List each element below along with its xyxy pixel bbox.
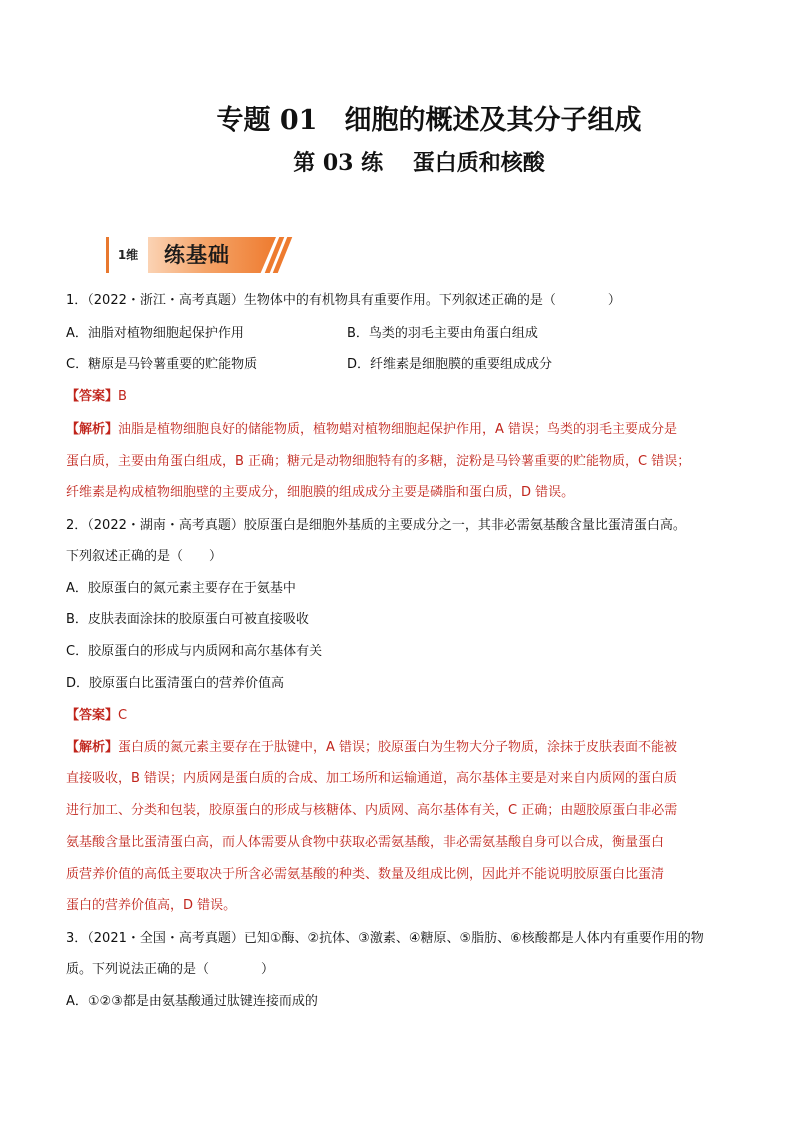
analysis-text: 进行加工、分类和包装，胶原蛋白的形成与核糖体、内质网、高尔基体有关，C 正确；由题胶原蛋白非必需 (66, 803, 678, 818)
analysis-tag: 【解析】 (66, 740, 119, 755)
section-badge: 1维 (106, 237, 147, 273)
analysis-text: 直接吸收，B 错误；内质网是蛋白质的合成、加工场所和运输通道，高尔基体主要是对来自内质网的蛋白质 (66, 771, 678, 786)
analysis-tag: 【解析】 (66, 422, 119, 437)
analysis-text: 纤维素是构成植物细胞壁的主要成分，细胞膜的组成成分主要是磷脂和蛋白质，D 错误。 (66, 485, 575, 500)
option: A．油脂对植物细胞起保护作用 (66, 326, 244, 341)
option: D．胶原蛋白比蛋清蛋白的营养价值高 (66, 676, 285, 691)
option: B．鸟类的羽毛主要由角蛋白组成 (347, 326, 538, 341)
option: A．胶原蛋白的氮元素主要存在于氨基中 (66, 581, 296, 596)
section-banner (106, 234, 296, 276)
analysis-line (66, 420, 677, 440)
question-stem: 下列叙述正确的是（ ） (66, 549, 223, 564)
answer-line (66, 706, 127, 726)
question-stem: 1．（2022・浙江・高考真题）生物体中的有机物具有重要作用。下列叙述正确的是（ ） (66, 293, 621, 308)
page-subtitle: 第 03 练 蛋白质和核酸 (293, 150, 545, 176)
answer-tag: 【答案】 (66, 389, 119, 404)
question-stem: 质。下列说法正确的是（ ） (66, 962, 275, 977)
analysis-line (66, 738, 677, 758)
analysis-text: 质营养价值的高低主要取决于所含必需氨基酸的种类、数量及组成比例，因此并不能说明胶原蛋白比蛋清 (66, 867, 665, 882)
option: C．糖原是马铃薯重要的贮能物质 (66, 357, 258, 372)
option: C．胶原蛋白的形成与内质网和高尔基体有关 (66, 644, 323, 659)
answer-value: B (118, 389, 127, 404)
option: B．皮肤表面涂抹的胶原蛋白可被直接吸收 (66, 612, 309, 627)
answer-value: C (118, 708, 128, 723)
analysis-text: 蛋白质的氮元素主要存在于肽键中，A 错误；胶原蛋白为生物大分子物质，涂抹于皮肤表面不能被 (118, 740, 678, 755)
answer-tag: 【答案】 (66, 708, 119, 723)
question-stem: 2．（2022・湖南・高考真题）胶原蛋白是细胞外基质的主要成分之一，其非必需氨基酸含量比蛋清蛋白高。 (66, 518, 686, 533)
analysis-text: 氨基酸含量比蛋清蛋白高，而人体需要从食物中获取必需氨基酸，非必需氨基酸自身可以合成，衡量蛋白 (66, 835, 665, 850)
option: A．①②③都是由氨基酸通过肽键连接而成的 (66, 994, 318, 1009)
answer-line (66, 387, 127, 407)
analysis-text: 蛋白的营养价值高，D 错误。 (66, 898, 237, 913)
analysis-text: 油脂是植物细胞良好的储能物质，植物蜡对植物细胞起保护作用，A 错误；鸟类的羽毛主要成分是 (118, 422, 678, 437)
analysis-text: 蛋白质，主要由角蛋白组成，B 正确；糖元是动物细胞特有的多糖，淀粉是马铃薯重要的贮能物质，C 错误； (66, 454, 691, 469)
option: D．纤维素是细胞膜的重要组成成分 (347, 357, 553, 372)
page-title: 专题 01 细胞的概述及其分子组成 (216, 105, 642, 136)
section-label: 练基础 (164, 243, 230, 267)
question-stem: 3．（2021・全国・高考真题）已知①酶、②抗体、③激素、④糖原、⑤脂肪、⑥核酸都是人体内有重要作用的物 (66, 931, 704, 946)
